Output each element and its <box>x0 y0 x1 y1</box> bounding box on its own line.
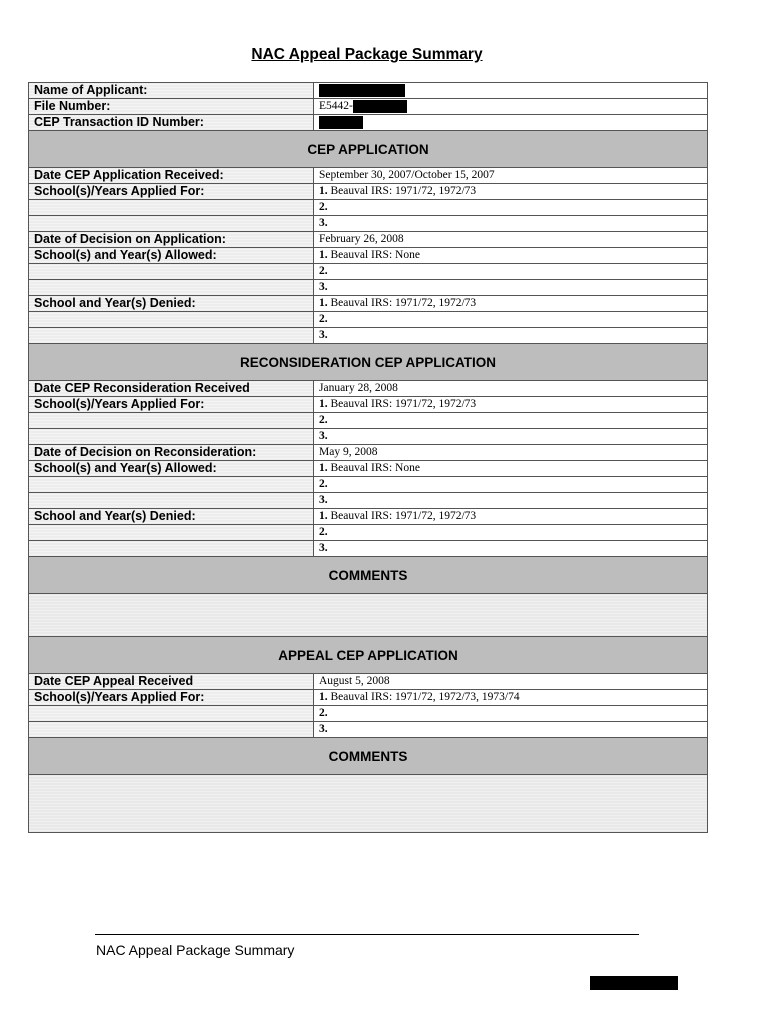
empty-label <box>29 722 314 738</box>
section-heading: RECONSIDERATION CEP APPLICATION <box>29 344 708 381</box>
allowed-item: 3. <box>314 280 708 296</box>
schools-applied-item: 3. <box>314 429 708 445</box>
form-row <box>29 264 708 280</box>
comments-area <box>29 594 708 637</box>
allowed-label: School(s) and Year(s) Allowed: <box>29 461 314 477</box>
form-row <box>29 541 708 557</box>
form-row <box>29 328 708 344</box>
comments-area <box>29 775 708 833</box>
schools-applied-item: 1. Beauval IRS: 1971/72, 1972/73 <box>314 397 708 413</box>
form-row <box>29 525 708 541</box>
form-row <box>29 429 708 445</box>
applicant-name-label: Name of Applicant: <box>29 83 314 99</box>
decision-date-value: May 9, 2008 <box>314 445 708 461</box>
empty-label <box>29 200 314 216</box>
form-row <box>29 200 708 216</box>
denied-item: 1. Beauval IRS: 1971/72, 1972/73 <box>314 509 708 525</box>
denied-label: School and Year(s) Denied: <box>29 296 314 312</box>
schools-applied-item: 3. <box>314 216 708 232</box>
form-row <box>29 381 708 397</box>
form-row <box>29 461 708 477</box>
date-received-value: August 5, 2008 <box>314 674 708 690</box>
cep-transaction-row <box>29 115 708 131</box>
schools-applied-item: 2. <box>314 200 708 216</box>
empty-label <box>29 525 314 541</box>
form-row <box>29 445 708 461</box>
file-number-label: File Number: <box>29 99 314 115</box>
schools-applied-item: 1. Beauval IRS: 1971/72, 1972/73, 1973/74 <box>314 690 708 706</box>
empty-label <box>29 328 314 344</box>
date-received-label: Date CEP Application Received: <box>29 168 314 184</box>
comments-box <box>29 775 708 833</box>
denied-item: 2. <box>314 525 708 541</box>
denied-label: School and Year(s) Denied: <box>29 509 314 525</box>
date-received-value: September 30, 2007/October 15, 2007 <box>314 168 708 184</box>
form-row <box>29 477 708 493</box>
allowed-label: School(s) and Year(s) Allowed: <box>29 248 314 264</box>
cep-application-section <box>29 131 708 168</box>
allowed-item: 2. <box>314 477 708 493</box>
form-row <box>29 232 708 248</box>
empty-label <box>29 280 314 296</box>
summary-form-table <box>28 82 708 833</box>
schools-applied-label: School(s)/Years Applied For: <box>29 184 314 200</box>
section-heading: APPEAL CEP APPLICATION <box>29 637 708 674</box>
section-heading: CEP APPLICATION <box>29 131 708 168</box>
schools-applied-item: 2. <box>314 413 708 429</box>
form-row <box>29 216 708 232</box>
form-row <box>29 509 708 525</box>
footer-divider <box>95 934 639 935</box>
form-row <box>29 493 708 509</box>
form-row <box>29 280 708 296</box>
comments-section <box>29 557 708 594</box>
date-received-label: Date CEP Appeal Received <box>29 674 314 690</box>
redaction-bar <box>590 976 678 990</box>
empty-label <box>29 312 314 328</box>
empty-label <box>29 429 314 445</box>
form-row <box>29 312 708 328</box>
file-number-value <box>314 99 708 115</box>
redaction-bar <box>353 100 407 113</box>
reconsideration-section <box>29 344 708 381</box>
schools-applied-item: 1. Beauval IRS: 1971/72, 1972/73 <box>314 184 708 200</box>
applicant-row <box>29 83 708 99</box>
schools-applied-item: 2. <box>314 706 708 722</box>
empty-label <box>29 264 314 280</box>
date-received-label: Date CEP Reconsideration Received <box>29 381 314 397</box>
denied-item: 3. <box>314 541 708 557</box>
redaction-bar <box>319 84 405 97</box>
form-row <box>29 690 708 706</box>
applicant-name-value <box>314 83 708 99</box>
section-heading: COMMENTS <box>29 738 708 775</box>
form-row <box>29 397 708 413</box>
empty-label <box>29 216 314 232</box>
decision-date-label: Date of Decision on Application: <box>29 232 314 248</box>
form-row <box>29 413 708 429</box>
cep-transaction-label: CEP Transaction ID Number: <box>29 115 314 131</box>
form-row <box>29 168 708 184</box>
section-heading: COMMENTS <box>29 557 708 594</box>
schools-applied-label: School(s)/Years Applied For: <box>29 397 314 413</box>
allowed-item: 2. <box>314 264 708 280</box>
redaction-bar <box>319 116 363 129</box>
decision-date-label: Date of Decision on Reconsideration: <box>29 445 314 461</box>
date-received-value: January 28, 2008 <box>314 381 708 397</box>
empty-label <box>29 477 314 493</box>
form-row <box>29 722 708 738</box>
form-row <box>29 248 708 264</box>
schools-applied-item: 3. <box>314 722 708 738</box>
form-row <box>29 296 708 312</box>
comments-section <box>29 738 708 775</box>
cep-transaction-value <box>314 115 708 131</box>
form-row <box>29 184 708 200</box>
schools-applied-label: School(s)/Years Applied For: <box>29 690 314 706</box>
allowed-item: 1. Beauval IRS: None <box>314 248 708 264</box>
page-title: NAC Appeal Package Summary <box>251 46 483 63</box>
form-row <box>29 674 708 690</box>
footer-title: NAC Appeal Package Summary <box>96 942 295 958</box>
appeal-section <box>29 637 708 674</box>
allowed-item: 3. <box>314 493 708 509</box>
allowed-item: 1. Beauval IRS: None <box>314 461 708 477</box>
form-row <box>29 706 708 722</box>
decision-date-value: February 26, 2008 <box>314 232 708 248</box>
empty-label <box>29 706 314 722</box>
empty-label <box>29 541 314 557</box>
file-number-row <box>29 99 708 115</box>
denied-item: 2. <box>314 312 708 328</box>
empty-label <box>29 493 314 509</box>
file-number-prefix: E5442- <box>319 100 353 112</box>
comments-box <box>29 594 708 637</box>
denied-item: 3. <box>314 328 708 344</box>
empty-label <box>29 413 314 429</box>
denied-item: 1. Beauval IRS: 1971/72, 1972/73 <box>314 296 708 312</box>
